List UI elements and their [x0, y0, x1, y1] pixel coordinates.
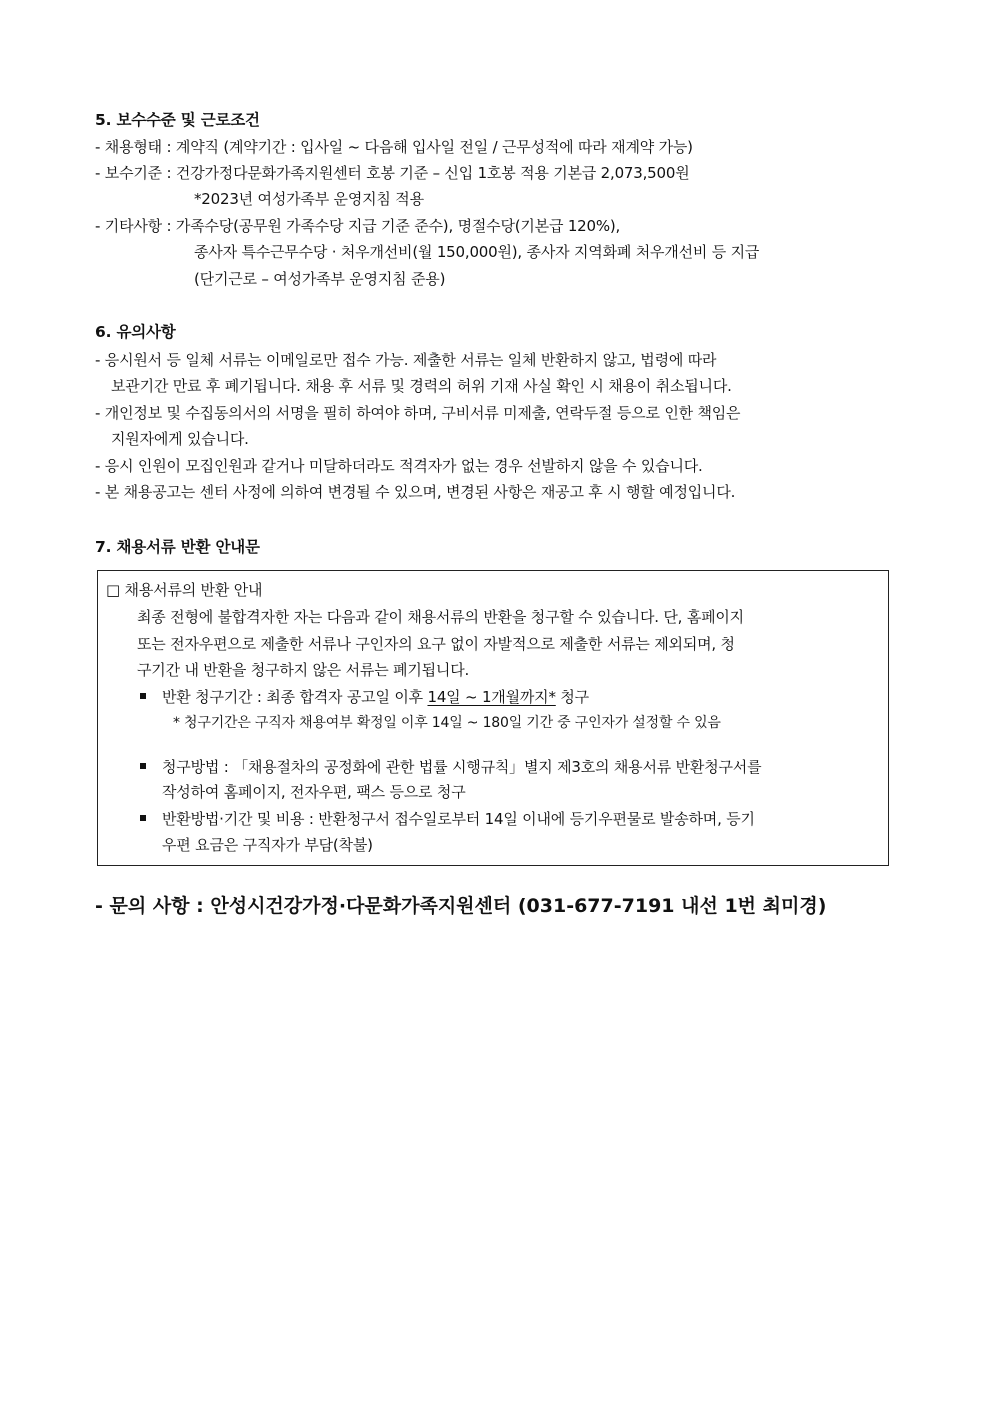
bullet-request-method-line-1: 청구방법 : 「채용절차의 공정화에 관한 법률 시행규칙」별지 제3호의 채용서류 반환청구서를	[162, 758, 762, 776]
square-bullet-icon	[140, 815, 146, 821]
bullet-return-method-line-1: 반환방법·기간 및 비용 : 반환청구서 접수일로부터 14일 이내에 등기우편물로 발송하며, 등기	[162, 810, 755, 828]
section5-line-pay-note: *2023년 여성가족부 운영지침 적용	[194, 190, 424, 208]
section5-line-other-2: 종사자 특수근무수당 · 처우개선비(월 150,000원), 종사자 지역화폐 처우개선비 등 지급	[194, 243, 760, 261]
square-bullet-icon	[140, 763, 146, 769]
section6-line-6: - 본 채용공고는 센터 사정에 의하여 변경될 수 있으며, 변경된 사항은 재공고 후 시 행할 예정입니다.	[95, 483, 736, 501]
section6-line-3: - 개인정보 및 수집동의서의 서명을 필히 하여야 하며, 구비서류 미제출, 연락두절 등으로 인한 책임은	[95, 404, 741, 422]
section6-line-4: 지원자에게 있습니다.	[111, 430, 249, 448]
section6-line-2: 보관기간 만료 후 폐기됩니다. 채용 후 서류 및 경력의 허위 기재 사실 확인 시 채용이 취소됩니다.	[111, 377, 732, 395]
return-period-label: 반환 청구기간 : 최종 합격자 공고일 이후	[162, 688, 428, 706]
return-period-suffix: 청구	[555, 688, 589, 706]
section5-line-other-1: - 기타사항 : 가족수당(공무원 가족수당 지급 기준 준수), 명절수당(기본급 120%),	[95, 217, 621, 235]
section5-line-other-3: (단기근로 – 여성가족부 운영지침 준용)	[194, 270, 446, 288]
contact-info: - 문의 사항 : 안성시건강가정·다문화가족지원센터 (031-677-7191 내선 1번 최미경)	[95, 895, 827, 917]
notice-paragraph-line-3: 구기간 내 반환을 청구하지 않은 서류는 폐기됩니다.	[137, 661, 470, 679]
section5-line-employment-type: - 채용형태 : 계약직 (계약기간 : 입사일 ~ 다음해 입사일 전일 / 근무성적에 따라 재계약 가능)	[95, 138, 693, 156]
section6-line-1: - 응시원서 등 일체 서류는 이메일로만 접수 가능. 제출한 서류는 일체 반환하지 않고, 법령에 따라	[95, 351, 717, 369]
notice-paragraph-line-2: 또는 전자우편으로 제출한 서류나 구인자의 요구 없이 자발적으로 제출한 서류는 제외되며, 청	[137, 635, 735, 653]
notice-paragraph-line-1: 최종 전형에 불합격자한 자는 다음과 같이 채용서류의 반환을 청구할 수 있습니다. 단, 홈페이지	[137, 608, 744, 626]
section6-line-5: - 응시 인원이 모집인원과 같거나 미달하더라도 적격자가 없는 경우 선발하지 않을 수 있습니다.	[95, 457, 703, 475]
section5-title: 5. 보수수준 및 근로조건	[95, 111, 260, 129]
bullet-return-method-line-2: 우편 요금은 구직자가 부담(착불)	[162, 836, 373, 854]
return-period-note: * 청구기간은 구직자 채용여부 확정일 이후 14일 ~ 180일 기간 중 구인자가 설정할 수 있음	[173, 715, 721, 731]
return-period-value: 14일 ~ 1개월까지*	[427, 688, 556, 706]
bullet-request-method-line-2: 작성하여 홈페이지, 전자우편, 팩스 등으로 청구	[162, 783, 466, 801]
section7-title: 7. 채용서류 반환 안내문	[95, 538, 260, 556]
section5-line-pay-standard: - 보수기준 : 건강가정다문화가족지원센터 호봉 기준 – 신입 1호봉 적용 기본급 2,073,500원	[95, 164, 690, 182]
square-bullet-icon	[140, 693, 146, 699]
bullet-return-period	[162, 687, 589, 707]
notice-box-title: □ 채용서류의 반환 안내	[106, 581, 263, 599]
section6-title: 6. 유의사항	[95, 323, 176, 341]
